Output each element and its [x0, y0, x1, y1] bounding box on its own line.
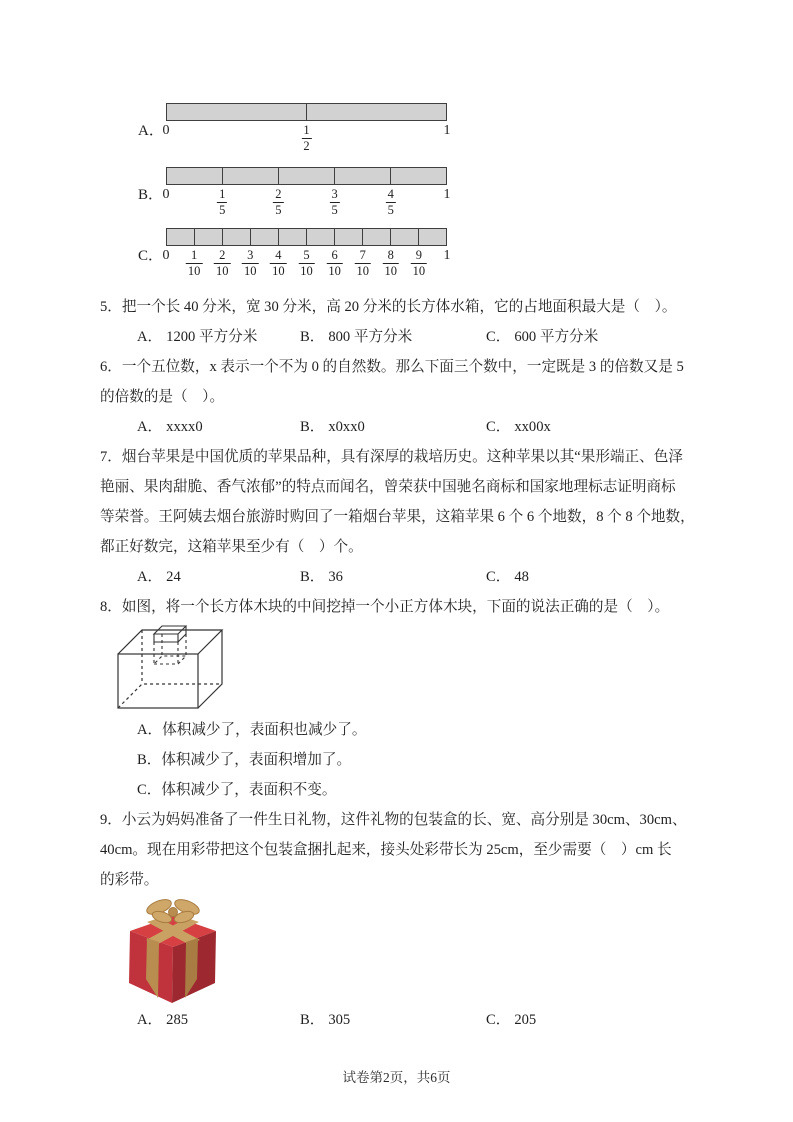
question-9-stem-line-1: 9．小云为妈妈准备了一件生日礼物，这件礼物的包装盒的长、宽、高分别是 30cm、30cm、 [100, 812, 687, 828]
page-footer: 试卷第2页，共6页 [342, 1070, 451, 1085]
option-b: B． x0xx0 [300, 419, 365, 435]
question-8-stem: 8．如图，将一个长方体木块的中间挖掉一个小正方体木块，下面的说法正确的是（ ）。 [100, 599, 670, 615]
bar-segment [167, 229, 195, 245]
question-6-stem-line-1: 6．一个五位数，x 表示一个不为 0 的自然数。那么下面三个数中，一定既是 3 的倍数又是 5 [100, 359, 684, 375]
fraction-tick: $\frac{3}{5}$ [331, 187, 338, 217]
fraction-tick: $\frac{7}{10}$ [356, 248, 369, 278]
question-9-stem-line-2: 40cm。现在用彩带把这个包装盒捆扎起来，接头处彩带长为 25cm，至少需要（ ）cm 长 [100, 842, 672, 858]
question-5-stem: 5．把一个长 40 分米，宽 30 分米，高 20 分米的长方体水箱，它的占地面积最大是（ ）。 [100, 299, 677, 315]
option-b: B． 305 [300, 1012, 351, 1028]
fraction-tick: $\frac{3}{10}$ [244, 248, 257, 278]
bar-a-letter: A． [138, 123, 164, 139]
option-b: B． 36 [300, 569, 343, 585]
tick-label: 0 [162, 187, 170, 202]
bar-segment [223, 168, 279, 184]
fraction-tick: $\frac{2}{10}$ [215, 248, 229, 278]
fraction-tick: $\frac{4}{5}$ [387, 187, 394, 217]
fraction-tick: $\frac{5}{10}$ [300, 248, 313, 278]
question-7-stem-line-3: 等荣誉。王阿姨去烟台旅游时购回了一箱烟台苹果，这箱苹果 6 个 6 个地数，8 个 8 个地数， [100, 509, 695, 525]
gift-box-svg [112, 894, 234, 1008]
bar-segment [195, 229, 223, 245]
question-7-options [100, 562, 706, 592]
question-8-option-b: B．体积减少了，表面积增加了。 [137, 752, 352, 768]
bar-row-c [138, 228, 468, 290]
question-7-stem-line-1: 7．烟台苹果是中国优质的苹果品种，具有深厚的栽培历史。这种苹果以其“果形端正、色泽 [100, 449, 683, 465]
bar-segment [251, 229, 279, 245]
tick-label: 1 [443, 248, 451, 263]
cube-hole [154, 626, 186, 664]
bar-segment [167, 104, 307, 120]
fraction-tick: $\frac{4}{10}$ [272, 248, 285, 278]
fraction-tick: $\frac{2}{5}$ [275, 187, 282, 217]
bar-b [166, 167, 447, 185]
bar-segment [335, 229, 363, 245]
bar-segment [391, 229, 419, 245]
number-line-figure [138, 98, 468, 290]
gift-box-image [112, 894, 234, 1013]
fraction-tick: $\frac{6}{10}$ [328, 248, 341, 278]
question-8-option-a: A．体积减少了，表面积也减少了。 [137, 722, 367, 738]
bar-segment [279, 168, 335, 184]
cuboid-with-cube-hole-diagram [110, 616, 242, 721]
bar-segment [307, 104, 446, 120]
fraction-tick: $\frac{1}{5}$ [219, 187, 226, 217]
bar-c-letter: C． [138, 248, 164, 264]
tick-label: 0 [162, 248, 170, 263]
question-8-option-c: C．体积减少了，表面积不变。 [137, 782, 337, 798]
bar-segment [167, 168, 223, 184]
bar-segment [335, 168, 391, 184]
question-9-options [100, 1005, 706, 1035]
fraction-tick: $\frac{8}{10}$ [384, 248, 398, 278]
tick-label: 1 [443, 123, 451, 138]
option-c: C． 600 平方分米 [486, 329, 599, 345]
option-a: A． xxxx0 [137, 419, 203, 435]
bar-segment [279, 229, 307, 245]
bar-segment [307, 229, 335, 245]
question-9-stem-line-3: 的彩带。 [100, 872, 159, 888]
tick-label: 0 [162, 123, 170, 138]
bar-c [166, 228, 447, 246]
option-c: C． xx00x [486, 419, 551, 435]
question-5-options [100, 322, 706, 352]
question-6-stem-line-2: 的倍数的是（ ）。 [100, 389, 225, 405]
bar-b-letter: B． [138, 187, 164, 203]
bar-segment [363, 229, 391, 245]
tick-label: 1 [443, 187, 451, 202]
bar-segment [419, 229, 446, 245]
bar-segment [223, 229, 251, 245]
bar-segment [391, 168, 446, 184]
question-7-stem-line-4: 都正好数完，这箱苹果至少有（ ）个。 [100, 539, 363, 555]
option-b: B． 800 平方分米 [300, 329, 413, 345]
question-6-options [100, 412, 706, 442]
question-7-stem-line-2: 艳丽、果肉甜脆、香气浓郁”的特点而闻名，曾荣获中国驰名商标和国家地理标志证明商标 [100, 479, 676, 495]
bar-a-ticks [162, 121, 451, 165]
fraction-tick: $\frac{1}{2}$ [303, 123, 310, 153]
fraction-tick: $\frac{1}{10}$ [187, 248, 201, 278]
option-a: A． 285 [137, 1012, 189, 1028]
option-a: A． 1200 平方分米 [137, 329, 258, 345]
option-c: C． 205 [486, 1012, 537, 1028]
bar-row-a [138, 103, 468, 165]
fraction-tick: $\frac{9}{10}$ [412, 248, 426, 278]
bar-c-ticks [162, 246, 451, 290]
bar-row-b [138, 167, 468, 229]
bar-b-ticks [162, 185, 451, 229]
bar-a [166, 103, 447, 121]
option-a: A． 24 [137, 569, 181, 585]
option-c: C． 48 [486, 569, 529, 585]
cuboid-diagram-svg [110, 616, 242, 716]
